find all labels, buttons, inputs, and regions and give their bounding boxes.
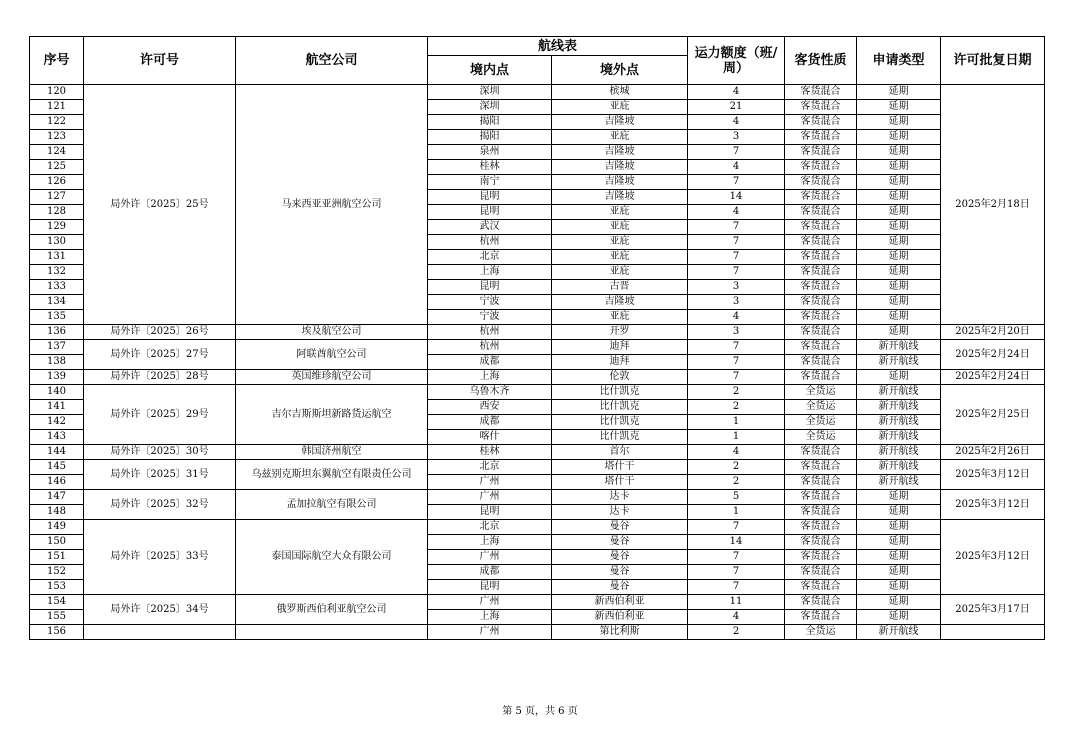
- group-airline: 马来西亚亚洲航空公司: [236, 85, 428, 325]
- row-capacity: 7: [688, 250, 785, 265]
- row-seq: 144: [30, 445, 84, 460]
- row-apptype: 新开航线: [857, 460, 941, 475]
- header-airline: 航空公司: [236, 37, 428, 85]
- row-domestic: 桂林: [428, 445, 552, 460]
- header-seq: 序号: [30, 37, 84, 85]
- row-domestic: 南宁: [428, 175, 552, 190]
- row-nature: 客货混合: [785, 505, 857, 520]
- row-seq: 124: [30, 145, 84, 160]
- row-capacity: 4: [688, 115, 785, 130]
- row-apptype: 延期: [857, 190, 941, 205]
- route-permit-table: [29, 36, 1045, 640]
- row-foreign: 比什凯克: [552, 385, 688, 400]
- row-capacity: 3: [688, 295, 785, 310]
- group-airline: 埃及航空公司: [236, 325, 428, 340]
- row-nature: 客货混合: [785, 490, 857, 505]
- group-date: 2025年2月25日: [941, 385, 1045, 445]
- row-seq: 138: [30, 355, 84, 370]
- row-apptype: 延期: [857, 115, 941, 130]
- row-capacity: 5: [688, 490, 785, 505]
- row-capacity: 3: [688, 130, 785, 145]
- row-domestic: 昆明: [428, 280, 552, 295]
- row-capacity: 7: [688, 340, 785, 355]
- row-seq: 127: [30, 190, 84, 205]
- row-domestic: 上海: [428, 265, 552, 280]
- row-apptype: 延期: [857, 370, 941, 385]
- row-foreign: 迪拜: [552, 340, 688, 355]
- row-seq: 133: [30, 280, 84, 295]
- row-foreign: 塔什干: [552, 475, 688, 490]
- row-seq: 131: [30, 250, 84, 265]
- header-apptype: 申请类型: [857, 37, 941, 85]
- row-domestic: 昆明: [428, 205, 552, 220]
- row-foreign: 首尔: [552, 445, 688, 460]
- group-permit: 局外许〔2025〕32号: [84, 490, 236, 520]
- row-foreign: 曼谷: [552, 520, 688, 535]
- table-row: [30, 370, 1045, 385]
- row-nature: 全货运: [785, 385, 857, 400]
- row-domestic: 广州: [428, 595, 552, 610]
- group-airline: [236, 625, 428, 640]
- group-date: 2025年2月24日: [941, 340, 1045, 370]
- row-domestic: 北京: [428, 460, 552, 475]
- row-seq: 137: [30, 340, 84, 355]
- row-foreign: 新西伯利亚: [552, 595, 688, 610]
- row-foreign: 亚庇: [552, 250, 688, 265]
- row-apptype: 新开航线: [857, 445, 941, 460]
- row-apptype: 新开航线: [857, 400, 941, 415]
- table-row: [30, 625, 1045, 640]
- table-row: [30, 340, 1045, 355]
- row-domestic: 武汉: [428, 220, 552, 235]
- row-apptype: 延期: [857, 565, 941, 580]
- group-date: 2025年3月12日: [941, 490, 1045, 520]
- row-nature: 客货混合: [785, 370, 857, 385]
- row-seq: 129: [30, 220, 84, 235]
- row-nature: 客货混合: [785, 325, 857, 340]
- row-capacity: 7: [688, 175, 785, 190]
- group-airline: 俄罗斯西伯利亚航空公司: [236, 595, 428, 625]
- row-nature: 客货混合: [785, 355, 857, 370]
- row-foreign: 亚庇: [552, 205, 688, 220]
- row-capacity: 7: [688, 355, 785, 370]
- row-apptype: 延期: [857, 550, 941, 565]
- row-foreign: 吉隆坡: [552, 175, 688, 190]
- row-capacity: 14: [688, 535, 785, 550]
- row-seq: 130: [30, 235, 84, 250]
- row-apptype: 延期: [857, 220, 941, 235]
- row-nature: 客货混合: [785, 115, 857, 130]
- row-seq: 145: [30, 460, 84, 475]
- row-foreign: 吉隆坡: [552, 295, 688, 310]
- row-apptype: 新开航线: [857, 385, 941, 400]
- group-permit: 局外许〔2025〕34号: [84, 595, 236, 625]
- row-apptype: 延期: [857, 490, 941, 505]
- row-domestic: 上海: [428, 370, 552, 385]
- group-permit: 局外许〔2025〕25号: [84, 85, 236, 325]
- row-capacity: 7: [688, 520, 785, 535]
- row-domestic: 上海: [428, 535, 552, 550]
- row-apptype: 延期: [857, 175, 941, 190]
- row-foreign: 吉隆坡: [552, 160, 688, 175]
- row-apptype: 延期: [857, 295, 941, 310]
- row-foreign: 曼谷: [552, 565, 688, 580]
- row-capacity: 4: [688, 445, 785, 460]
- row-apptype: 延期: [857, 610, 941, 625]
- row-foreign: 伦敦: [552, 370, 688, 385]
- row-nature: 客货混合: [785, 550, 857, 565]
- row-capacity: 4: [688, 610, 785, 625]
- row-seq: 148: [30, 505, 84, 520]
- row-nature: 客货混合: [785, 175, 857, 190]
- row-domestic: 成都: [428, 415, 552, 430]
- row-capacity: 2: [688, 400, 785, 415]
- row-nature: 客货混合: [785, 310, 857, 325]
- group-airline: 乌兹别克斯坦东翼航空有限责任公司: [236, 460, 428, 490]
- header-nature: 客货性质: [785, 37, 857, 85]
- row-seq: 150: [30, 535, 84, 550]
- group-permit: 局外许〔2025〕28号: [84, 370, 236, 385]
- row-apptype: 新开航线: [857, 355, 941, 370]
- row-domestic: 昆明: [428, 505, 552, 520]
- group-permit: 局外许〔2025〕29号: [84, 385, 236, 445]
- row-nature: 客货混合: [785, 190, 857, 205]
- group-date: 2025年2月18日: [941, 85, 1045, 325]
- row-apptype: 新开航线: [857, 340, 941, 355]
- row-capacity: 7: [688, 370, 785, 385]
- row-seq: 149: [30, 520, 84, 535]
- group-date: [941, 625, 1045, 640]
- row-foreign: 古晋: [552, 280, 688, 295]
- group-airline: 韩国济州航空: [236, 445, 428, 460]
- row-nature: 客货混合: [785, 580, 857, 595]
- table-row: [30, 520, 1045, 535]
- row-foreign: 曼谷: [552, 580, 688, 595]
- group-date: 2025年3月12日: [941, 460, 1045, 490]
- row-domestic: 揭阳: [428, 130, 552, 145]
- row-nature: 客货混合: [785, 340, 857, 355]
- row-nature: 客货混合: [785, 565, 857, 580]
- row-capacity: 4: [688, 310, 785, 325]
- row-capacity: 7: [688, 265, 785, 280]
- row-foreign: 比什凯克: [552, 415, 688, 430]
- row-capacity: 7: [688, 550, 785, 565]
- row-foreign: 迪拜: [552, 355, 688, 370]
- group-airline: 泰国国际航空大众有限公司: [236, 520, 428, 595]
- row-domestic: 北京: [428, 520, 552, 535]
- row-capacity: 1: [688, 415, 785, 430]
- row-nature: 客货混合: [785, 235, 857, 250]
- row-seq: 135: [30, 310, 84, 325]
- row-apptype: 延期: [857, 595, 941, 610]
- row-seq: 155: [30, 610, 84, 625]
- row-nature: 客货混合: [785, 220, 857, 235]
- row-capacity: 7: [688, 220, 785, 235]
- group-date: 2025年2月26日: [941, 445, 1045, 460]
- row-foreign: 吉隆坡: [552, 190, 688, 205]
- row-seq: 136: [30, 325, 84, 340]
- row-capacity: 2: [688, 385, 785, 400]
- page-footer: 第 5 页，共 6 页: [502, 706, 578, 717]
- row-foreign: 第比利斯: [552, 625, 688, 640]
- row-foreign: 槟城: [552, 85, 688, 100]
- row-capacity: 7: [688, 580, 785, 595]
- row-domestic: 成都: [428, 565, 552, 580]
- group-permit: 局外许〔2025〕30号: [84, 445, 236, 460]
- row-domestic: 广州: [428, 550, 552, 565]
- row-foreign: 亚庇: [552, 130, 688, 145]
- row-seq: 153: [30, 580, 84, 595]
- row-foreign: 曼谷: [552, 550, 688, 565]
- row-nature: 客货混合: [785, 520, 857, 535]
- row-domestic: 杭州: [428, 325, 552, 340]
- row-capacity: 1: [688, 505, 785, 520]
- group-permit: 局外许〔2025〕33号: [84, 520, 236, 595]
- table-row: [30, 325, 1045, 340]
- table-row: [30, 490, 1045, 505]
- row-nature: 客货混合: [785, 610, 857, 625]
- row-capacity: 2: [688, 460, 785, 475]
- row-apptype: 延期: [857, 145, 941, 160]
- row-nature: 客货混合: [785, 160, 857, 175]
- row-capacity: 21: [688, 100, 785, 115]
- row-capacity: 7: [688, 565, 785, 580]
- row-seq: 141: [30, 400, 84, 415]
- table-row: [30, 460, 1045, 475]
- row-domestic: 深圳: [428, 85, 552, 100]
- row-apptype: 延期: [857, 580, 941, 595]
- group-permit: 局外许〔2025〕27号: [84, 340, 236, 370]
- row-foreign: 开罗: [552, 325, 688, 340]
- row-seq: 128: [30, 205, 84, 220]
- row-seq: 142: [30, 415, 84, 430]
- row-domestic: 泉州: [428, 145, 552, 160]
- row-capacity: 4: [688, 85, 785, 100]
- row-seq: 132: [30, 265, 84, 280]
- row-domestic: 喀什: [428, 430, 552, 445]
- row-nature: 客货混合: [785, 100, 857, 115]
- row-nature: 客货混合: [785, 280, 857, 295]
- row-nature: 全货运: [785, 625, 857, 640]
- row-capacity: 2: [688, 475, 785, 490]
- row-domestic: 西安: [428, 400, 552, 415]
- group-permit: 局外许〔2025〕26号: [84, 325, 236, 340]
- table-row: [30, 445, 1045, 460]
- row-foreign: 亚庇: [552, 310, 688, 325]
- row-capacity: 14: [688, 190, 785, 205]
- row-seq: 134: [30, 295, 84, 310]
- row-foreign: 亚庇: [552, 235, 688, 250]
- row-seq: 152: [30, 565, 84, 580]
- row-nature: 客货混合: [785, 130, 857, 145]
- row-apptype: 延期: [857, 250, 941, 265]
- row-nature: 全货运: [785, 415, 857, 430]
- header-route: 航线表: [428, 37, 688, 56]
- row-apptype: 延期: [857, 235, 941, 250]
- table-body: [30, 85, 1045, 640]
- row-domestic: 昆明: [428, 580, 552, 595]
- row-apptype: 延期: [857, 520, 941, 535]
- group-date: 2025年3月17日: [941, 595, 1045, 625]
- row-apptype: 延期: [857, 505, 941, 520]
- group-permit: 局外许〔2025〕31号: [84, 460, 236, 490]
- group-date: 2025年2月24日: [941, 370, 1045, 385]
- row-domestic: 上海: [428, 610, 552, 625]
- row-seq: 140: [30, 385, 84, 400]
- row-apptype: 延期: [857, 85, 941, 100]
- row-foreign: 亚庇: [552, 220, 688, 235]
- group-date: 2025年2月20日: [941, 325, 1045, 340]
- row-foreign: 吉隆坡: [552, 115, 688, 130]
- row-apptype: 延期: [857, 130, 941, 145]
- row-nature: 客货混合: [785, 205, 857, 220]
- row-seq: 125: [30, 160, 84, 175]
- row-apptype: 新开航线: [857, 415, 941, 430]
- row-capacity: 1: [688, 430, 785, 445]
- row-domestic: 宁波: [428, 310, 552, 325]
- row-domestic: 宁波: [428, 295, 552, 310]
- row-foreign: 亚庇: [552, 265, 688, 280]
- row-seq: 126: [30, 175, 84, 190]
- row-foreign: 达卡: [552, 490, 688, 505]
- row-nature: 客货混合: [785, 475, 857, 490]
- row-nature: 客货混合: [785, 85, 857, 100]
- row-domestic: 北京: [428, 250, 552, 265]
- group-permit: [84, 625, 236, 640]
- row-domestic: 广州: [428, 625, 552, 640]
- header-date: 许可批复日期: [941, 37, 1045, 85]
- row-nature: 客货混合: [785, 145, 857, 160]
- row-nature: 客货混合: [785, 535, 857, 550]
- row-apptype: 延期: [857, 205, 941, 220]
- row-seq: 154: [30, 595, 84, 610]
- row-capacity: 11: [688, 595, 785, 610]
- row-capacity: 7: [688, 145, 785, 160]
- row-foreign: 新西伯利亚: [552, 610, 688, 625]
- row-seq: 147: [30, 490, 84, 505]
- row-seq: 139: [30, 370, 84, 385]
- row-apptype: 新开航线: [857, 625, 941, 640]
- row-domestic: 昆明: [428, 190, 552, 205]
- row-domestic: 深圳: [428, 100, 552, 115]
- row-nature: 客货混合: [785, 295, 857, 310]
- table-row: [30, 385, 1045, 400]
- row-apptype: 延期: [857, 265, 941, 280]
- row-foreign: 塔什干: [552, 460, 688, 475]
- row-capacity: 4: [688, 160, 785, 175]
- row-capacity: 2: [688, 625, 785, 640]
- row-domestic: 成都: [428, 355, 552, 370]
- row-apptype: 延期: [857, 310, 941, 325]
- row-nature: 客货混合: [785, 445, 857, 460]
- row-nature: 全货运: [785, 430, 857, 445]
- row-domestic: 杭州: [428, 340, 552, 355]
- header-domestic: 境内点: [428, 56, 552, 85]
- group-date: 2025年3月12日: [941, 520, 1045, 595]
- row-apptype: 延期: [857, 280, 941, 295]
- group-airline: 孟加拉航空有限公司: [236, 490, 428, 520]
- row-apptype: 延期: [857, 535, 941, 550]
- row-foreign: 达卡: [552, 505, 688, 520]
- row-domestic: 广州: [428, 475, 552, 490]
- row-seq: 123: [30, 130, 84, 145]
- row-foreign: 吉隆坡: [552, 145, 688, 160]
- row-nature: 客货混合: [785, 595, 857, 610]
- row-seq: 120: [30, 85, 84, 100]
- row-capacity: 3: [688, 325, 785, 340]
- row-foreign: 曼谷: [552, 535, 688, 550]
- group-airline: 英国维珍航空公司: [236, 370, 428, 385]
- header-permit: 许可号: [84, 37, 236, 85]
- row-seq: 146: [30, 475, 84, 490]
- row-seq: 151: [30, 550, 84, 565]
- row-nature: 客货混合: [785, 460, 857, 475]
- row-apptype: 新开航线: [857, 475, 941, 490]
- row-seq: 122: [30, 115, 84, 130]
- row-seq: 121: [30, 100, 84, 115]
- group-airline: 阿联酋航空公司: [236, 340, 428, 370]
- row-apptype: 延期: [857, 160, 941, 175]
- row-domestic: 桂林: [428, 160, 552, 175]
- row-nature: 全货运: [785, 400, 857, 415]
- row-domestic: 广州: [428, 490, 552, 505]
- row-seq: 143: [30, 430, 84, 445]
- row-capacity: 7: [688, 235, 785, 250]
- row-apptype: 延期: [857, 100, 941, 115]
- row-nature: 客货混合: [785, 265, 857, 280]
- row-domestic: 乌鲁木齐: [428, 385, 552, 400]
- row-nature: 客货混合: [785, 250, 857, 265]
- row-foreign: 比什凯克: [552, 430, 688, 445]
- table-row: [30, 595, 1045, 610]
- header-capacity: 运力额度（班/周）: [688, 37, 785, 85]
- row-domestic: 揭阳: [428, 115, 552, 130]
- row-capacity: 3: [688, 280, 785, 295]
- row-foreign: 亚庇: [552, 100, 688, 115]
- row-foreign: 比什凯克: [552, 400, 688, 415]
- row-domestic: 杭州: [428, 235, 552, 250]
- row-seq: 156: [30, 625, 84, 640]
- row-apptype: 新开航线: [857, 430, 941, 445]
- row-apptype: 延期: [857, 325, 941, 340]
- header-foreign: 境外点: [552, 56, 688, 85]
- row-capacity: 4: [688, 205, 785, 220]
- table-row: [30, 85, 1045, 100]
- group-airline: 吉尔吉斯斯坦新路货运航空: [236, 385, 428, 445]
